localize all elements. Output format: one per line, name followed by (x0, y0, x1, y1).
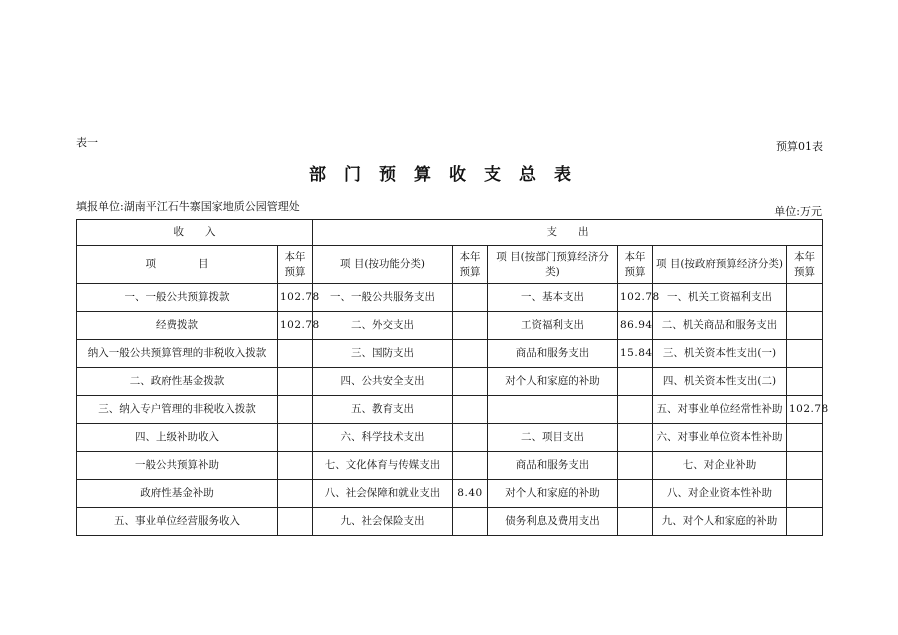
table-row (77, 452, 823, 480)
function-item-header: 项 目(按功能分类) (313, 246, 453, 284)
gov-econ-item-cell: 九、对个人和家庭的补助 (653, 508, 787, 536)
budget-code: 预算01表 (776, 140, 823, 153)
gov-econ-item-cell: 四、机关资本性支出(二) (653, 368, 787, 396)
currency-unit: 单位:万元 (774, 205, 822, 218)
income-group-header: 收 入 (77, 220, 313, 246)
income-amount-cell: 102.78 (278, 312, 313, 340)
dept-econ-item-cell: 商品和服务支出 (488, 452, 618, 480)
income-item-cell: 一般公共预算补助 (77, 452, 278, 480)
income-amount-cell (278, 480, 313, 508)
page-title: 部门预算收支总表 (309, 165, 589, 185)
function-amount-cell (453, 452, 488, 480)
function-amount-header: 本年预算 (453, 246, 488, 284)
gov-econ-item-cell: 五、对事业单位经常性补助 (653, 396, 787, 424)
function-item-cell: 七、文化体育与传媒支出 (313, 452, 453, 480)
gov-econ-amount-header: 本年预算 (787, 246, 823, 284)
table-row (77, 508, 823, 536)
income-amount-header: 本年预算 (278, 246, 313, 284)
group-header-row (77, 220, 823, 246)
filling-unit: 填报单位:湖南平江石牛寨国家地质公园管理处 (76, 200, 300, 213)
function-item-cell: 五、教育支出 (313, 396, 453, 424)
dept-econ-item-cell: 二、项目支出 (488, 424, 618, 452)
table-row (77, 312, 823, 340)
function-item-cell: 六、科学技术支出 (313, 424, 453, 452)
gov-econ-amount-cell (787, 480, 823, 508)
function-item-cell: 四、公共安全支出 (313, 368, 453, 396)
table-row (77, 424, 823, 452)
income-item-cell: 政府性基金补助 (77, 480, 278, 508)
dept-econ-item-cell (488, 396, 618, 424)
income-amount-cell (278, 452, 313, 480)
income-item-cell: 纳入一般公共预算管理的非税收入拨款 (77, 340, 278, 368)
dept-econ-amount-cell (618, 452, 653, 480)
income-amount-cell (278, 396, 313, 424)
function-item-cell: 八、社会保障和就业支出 (313, 480, 453, 508)
income-item-cell: 五、事业单位经营服务收入 (77, 508, 278, 536)
column-header-row (77, 246, 823, 284)
gov-econ-item-cell: 一、机关工资福利支出 (653, 284, 787, 312)
gov-econ-amount-cell (787, 368, 823, 396)
function-item-cell: 二、外交支出 (313, 312, 453, 340)
table-row (77, 396, 823, 424)
income-amount-cell (278, 508, 313, 536)
function-item-cell: 一、一般公共服务支出 (313, 284, 453, 312)
gov-econ-amount-cell (787, 312, 823, 340)
function-amount-cell (453, 424, 488, 452)
dept-econ-amount-cell (618, 396, 653, 424)
table-row (77, 368, 823, 396)
function-amount-cell: 8.40 (453, 480, 488, 508)
income-amount-cell (278, 368, 313, 396)
function-item-cell: 九、社会保险支出 (313, 508, 453, 536)
income-item-cell: 经费拨款 (77, 312, 278, 340)
gov-econ-item-cell: 六、对事业单位资本性补助 (653, 424, 787, 452)
function-amount-cell (453, 284, 488, 312)
dept-econ-item-cell: 对个人和家庭的补助 (488, 368, 618, 396)
budget-summary-table (76, 219, 829, 536)
income-item-cell: 四、上级补助收入 (77, 424, 278, 452)
gov-econ-item-cell: 三、机关资本性支出(一) (653, 340, 787, 368)
gov-econ-amount-cell: 102.78 (787, 396, 823, 424)
expense-group-header: 支 出 (313, 220, 823, 246)
function-amount-cell (453, 312, 488, 340)
table-row (77, 340, 823, 368)
dept-econ-item-cell: 工资福利支出 (488, 312, 618, 340)
dept-econ-amount-header: 本年预算 (618, 246, 653, 284)
gov-econ-item-cell: 二、机关商品和服务支出 (653, 312, 787, 340)
dept-econ-amount-cell: 102.78 (618, 284, 653, 312)
table-row (77, 480, 823, 508)
income-amount-cell (278, 424, 313, 452)
dept-econ-amount-cell (618, 480, 653, 508)
dept-econ-amount-cell: 86.94 (618, 312, 653, 340)
gov-econ-item-cell: 八、对企业资本性补助 (653, 480, 787, 508)
function-item-cell: 三、国防支出 (313, 340, 453, 368)
dept-econ-item-cell: 商品和服务支出 (488, 340, 618, 368)
income-amount-cell: 102.78 (278, 284, 313, 312)
income-item-cell: 一、一般公共预算拨款 (77, 284, 278, 312)
gov-econ-item-cell: 七、对企业补助 (653, 452, 787, 480)
dept-econ-item-cell: 债务利息及费用支出 (488, 508, 618, 536)
income-amount-cell (278, 340, 313, 368)
income-item-cell: 二、政府性基金拨款 (77, 368, 278, 396)
gov-econ-amount-cell (787, 424, 823, 452)
function-amount-cell (453, 368, 488, 396)
dept-econ-item-header: 项 目(按部门预算经济分类) (488, 246, 618, 284)
income-item-header: 项 目 (77, 246, 278, 284)
function-amount-cell (453, 396, 488, 424)
gov-econ-amount-cell (787, 284, 823, 312)
dept-econ-item-cell: 对个人和家庭的补助 (488, 480, 618, 508)
function-amount-cell (453, 508, 488, 536)
gov-econ-amount-cell (787, 340, 823, 368)
dept-econ-amount-cell (618, 508, 653, 536)
function-amount-cell (453, 340, 488, 368)
gov-econ-amount-cell (787, 452, 823, 480)
gov-econ-item-header: 项 目(按政府预算经济分类) (653, 246, 787, 284)
dept-econ-amount-cell (618, 424, 653, 452)
income-item-cell: 三、纳入专户管理的非税收入拨款 (77, 396, 278, 424)
table-number: 表一 (76, 136, 98, 149)
table-row (77, 284, 823, 312)
dept-econ-amount-cell: 15.84 (618, 340, 653, 368)
dept-econ-amount-cell (618, 368, 653, 396)
dept-econ-item-cell: 一、基本支出 (488, 284, 618, 312)
gov-econ-amount-cell (787, 508, 823, 536)
